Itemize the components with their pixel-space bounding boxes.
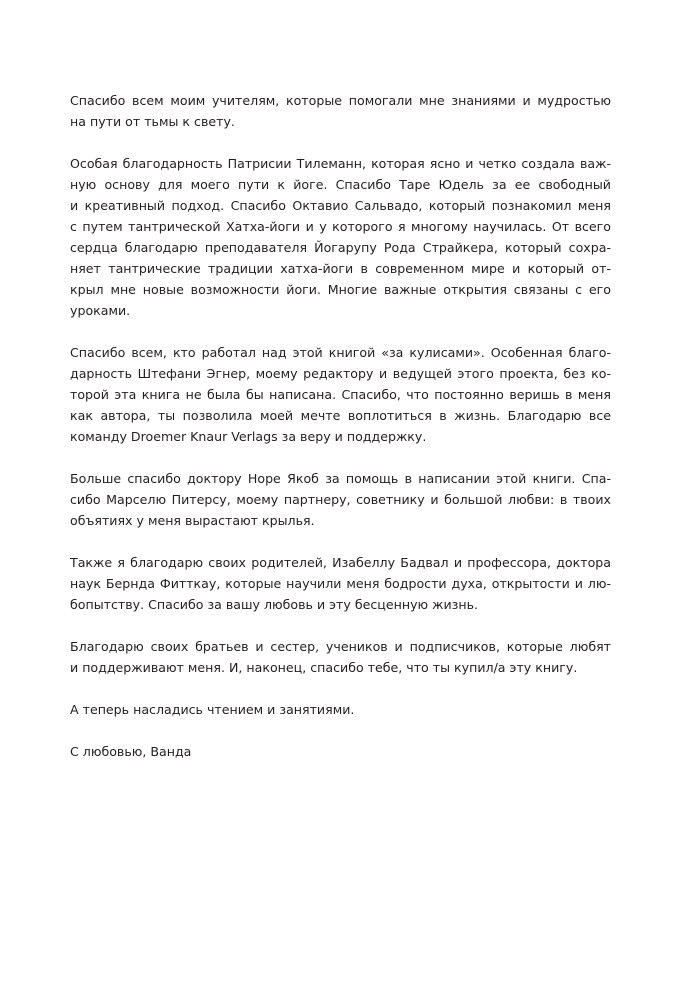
text-line: и поддерживают меня. И, наконец, спасибо тебе, что ты купил/а эту книгу.	[70, 660, 578, 675]
text-line: сердца благодарю преподавателя Йогарупу Рода Страйкера, который сохра-	[70, 240, 611, 255]
text-line: объятиях у меня вырастают крылья.	[70, 513, 315, 528]
signature-line: С любовью, Ванда	[70, 744, 192, 759]
paragraph-signature	[70, 741, 611, 762]
paragraph-publisher	[70, 342, 611, 447]
text-line: ную основу для моего пути к йоге. Спасибо Таре Юдель за ее свободный	[70, 177, 611, 192]
text-line: А теперь насладись чтением и занятиями.	[70, 702, 355, 717]
text-line: команду Droemer Knaur Verlags за веру и поддержку.	[70, 429, 427, 444]
acknowledgements-text	[70, 90, 611, 783]
text-line: Благодарю своих братьев и сестер, учеников и подписчиков, которые любят	[70, 639, 611, 654]
paragraph-yoga-teachers	[70, 153, 611, 321]
text-line: наук Бернда Фитткау, которые научили меня бодрости духа, открытости и лю-	[70, 576, 611, 591]
text-line: и креативный подход. Спасибо Октавио Сальвадо, который познакомил меня	[70, 198, 611, 213]
text-line: сибо Марселю Питерсу, моему партнеру, советнику и большой любви: в твоих	[70, 492, 611, 507]
text-line: няет тантрические традиции хатха-йоги в современном мире и который от-	[70, 261, 611, 276]
text-line: Больше спасибо доктору Норе Якоб за помощь в написании этой книги. Спа-	[70, 471, 611, 486]
text-line: с путем тантрической Хатха-йоги и у которого я многому научилась. От всего	[70, 219, 611, 234]
text-line: бопытству. Спасибо за вашу любовь и эту бесценную жизнь.	[70, 597, 479, 612]
text-line: Спасибо всем, кто работал над этой книгой «за кулисами». Особенная благо-	[70, 345, 611, 360]
text-line: крыл мне новые возможности йоги. Многие важные открытия связаны с его	[70, 282, 611, 297]
text-line: Спасибо всем моим учителям, которые помогали мне знаниями и мудростью	[70, 93, 611, 108]
paragraph-partner	[70, 468, 611, 531]
text-line: дарность Штефани Эгнер, моему редактору и ведущей этого проекта, без ко-	[70, 366, 611, 381]
text-line: торой эта книга не была бы написана. Спасибо, что постоянно веришь в меня	[70, 387, 611, 402]
text-line: на пути от тьмы к свету.	[70, 114, 235, 129]
paragraph-enjoy	[70, 699, 611, 720]
paragraph-teachers	[70, 90, 611, 132]
text-line: как автора, ты позволила моей мечте воплотиться в жизнь. Благодарю все	[70, 408, 611, 423]
text-line: Особая благодарность Патрисии Тилеманн, которая ясно и четко создала важ-	[70, 156, 611, 171]
paragraph-parents	[70, 552, 611, 615]
text-line: Также я благодарю своих родителей, Изабеллу Бадвал и профессора, доктора	[70, 555, 611, 570]
paragraph-siblings	[70, 636, 611, 678]
text-line: уроками.	[70, 303, 131, 318]
